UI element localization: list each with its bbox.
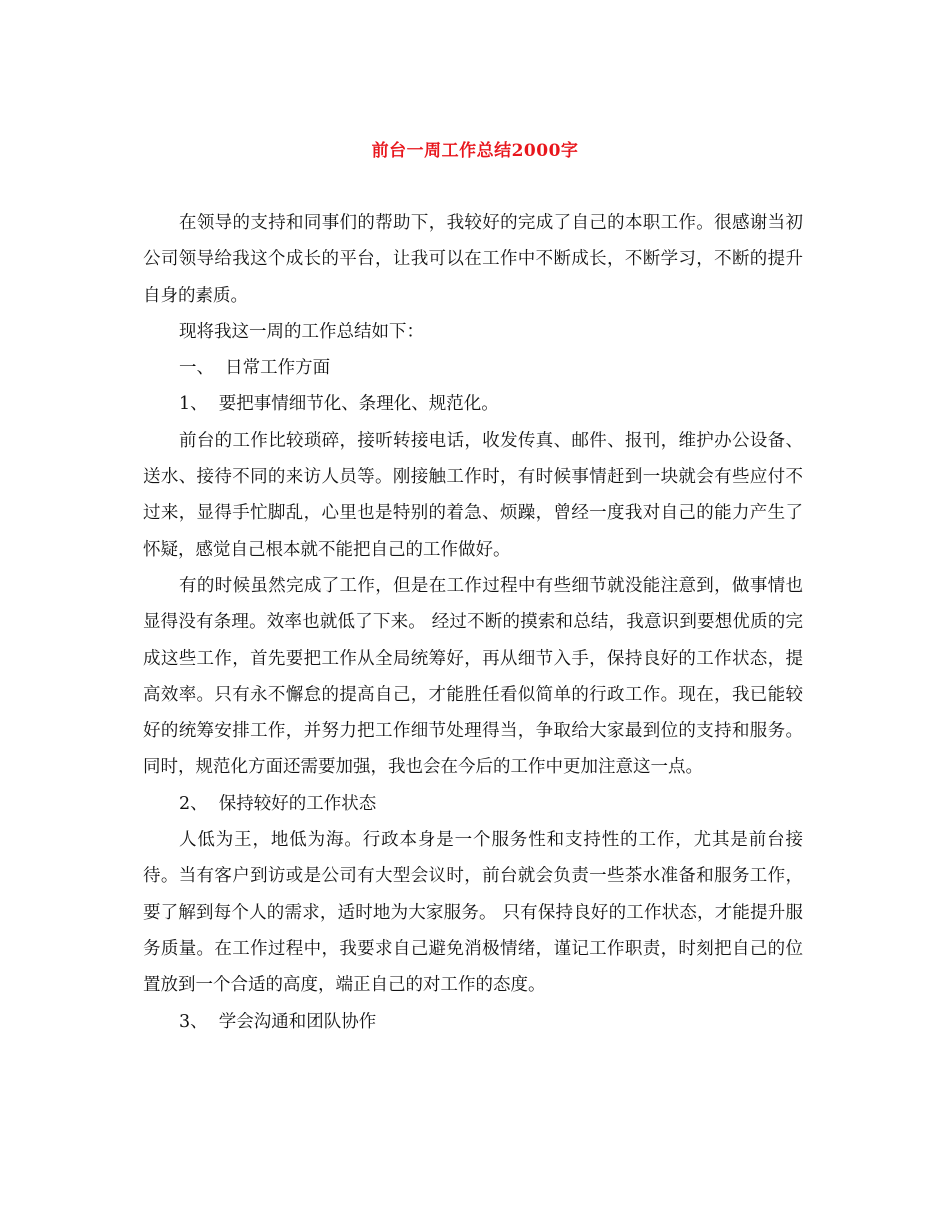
paragraph-efficiency: 有的时候虽然完成了工作，但是在工作过程中有些细节就没能注意到，做事情也显得没有条理。效率也就低了下来。 经过不断的摸索和总结，我意识到要想优质的完成这些工作，首先要把工作从全局统筹好，再从细节入手，保持良好的工作状态，提高效率。只有永不懈怠的提高自己，才能胜任看似简单的行政工作。现在，我已能较好的统筹安排工作，并努力把工作细节处理得当，争取给大家最到位的支持和服务。同时，规范化方面还需要加强，我也会在今后的工作中更加注意这一点。 (143, 575, 803, 778)
document-title: 前台一周工作总结2000字 (371, 141, 579, 161)
section-heading-daily-work: 一、 日常工作方面 (179, 358, 331, 379)
subheading-work-state: 2、 保持较好的工作状态 (179, 793, 377, 814)
paragraph-intro: 在领导的支持和同事们的帮助下，我较好的完成了自己的本职工作。很感谢当初公司领导给我这个成长的平台，让我可以在工作中不断成长，不断学习，不断的提升自身的素质。 (143, 213, 803, 306)
paragraph-service-attitude: 人低为王，地低为海。行政本身是一个服务性和支持性的工作，尤其是前台接待。当有客户到访或是公司有大型会议时，前台就会负责一些茶水准备和服务工作，要了解到每个人的需求，适时地为大家服务。 只有保持良好的工作状态，才能提升服务质量。在工作过程中，我要求自己避免消极情绪，谨记工作职责，时刻把自己的位置放到一个合适的高度，端正自己的对工作的态度。 (143, 830, 803, 996)
document-body (143, 205, 803, 1040)
paragraph-front-desk-duties: 前台的工作比较琐碎，接听转接电话，收发传真、邮件、报刊，维护办公设备、送水、接待不同的来访人员等。刚接触工作时，有时候事情赶到一块就会有些应付不过来，显得手忙脚乱，心里也是特别的着急、烦躁，曾经一度我对自己的能力产生了怀疑，感觉自己根本就不能把自己的工作做好。 (143, 430, 803, 560)
subheading-communication-teamwork: 3、 学会沟通和团队协作 (179, 1011, 377, 1032)
paragraph-summary-lead: 现将我这一周的工作总结如下： (179, 321, 424, 342)
subheading-detail-orientation: 1、 要把事情细节化、条理化、规范化。 (179, 394, 499, 415)
